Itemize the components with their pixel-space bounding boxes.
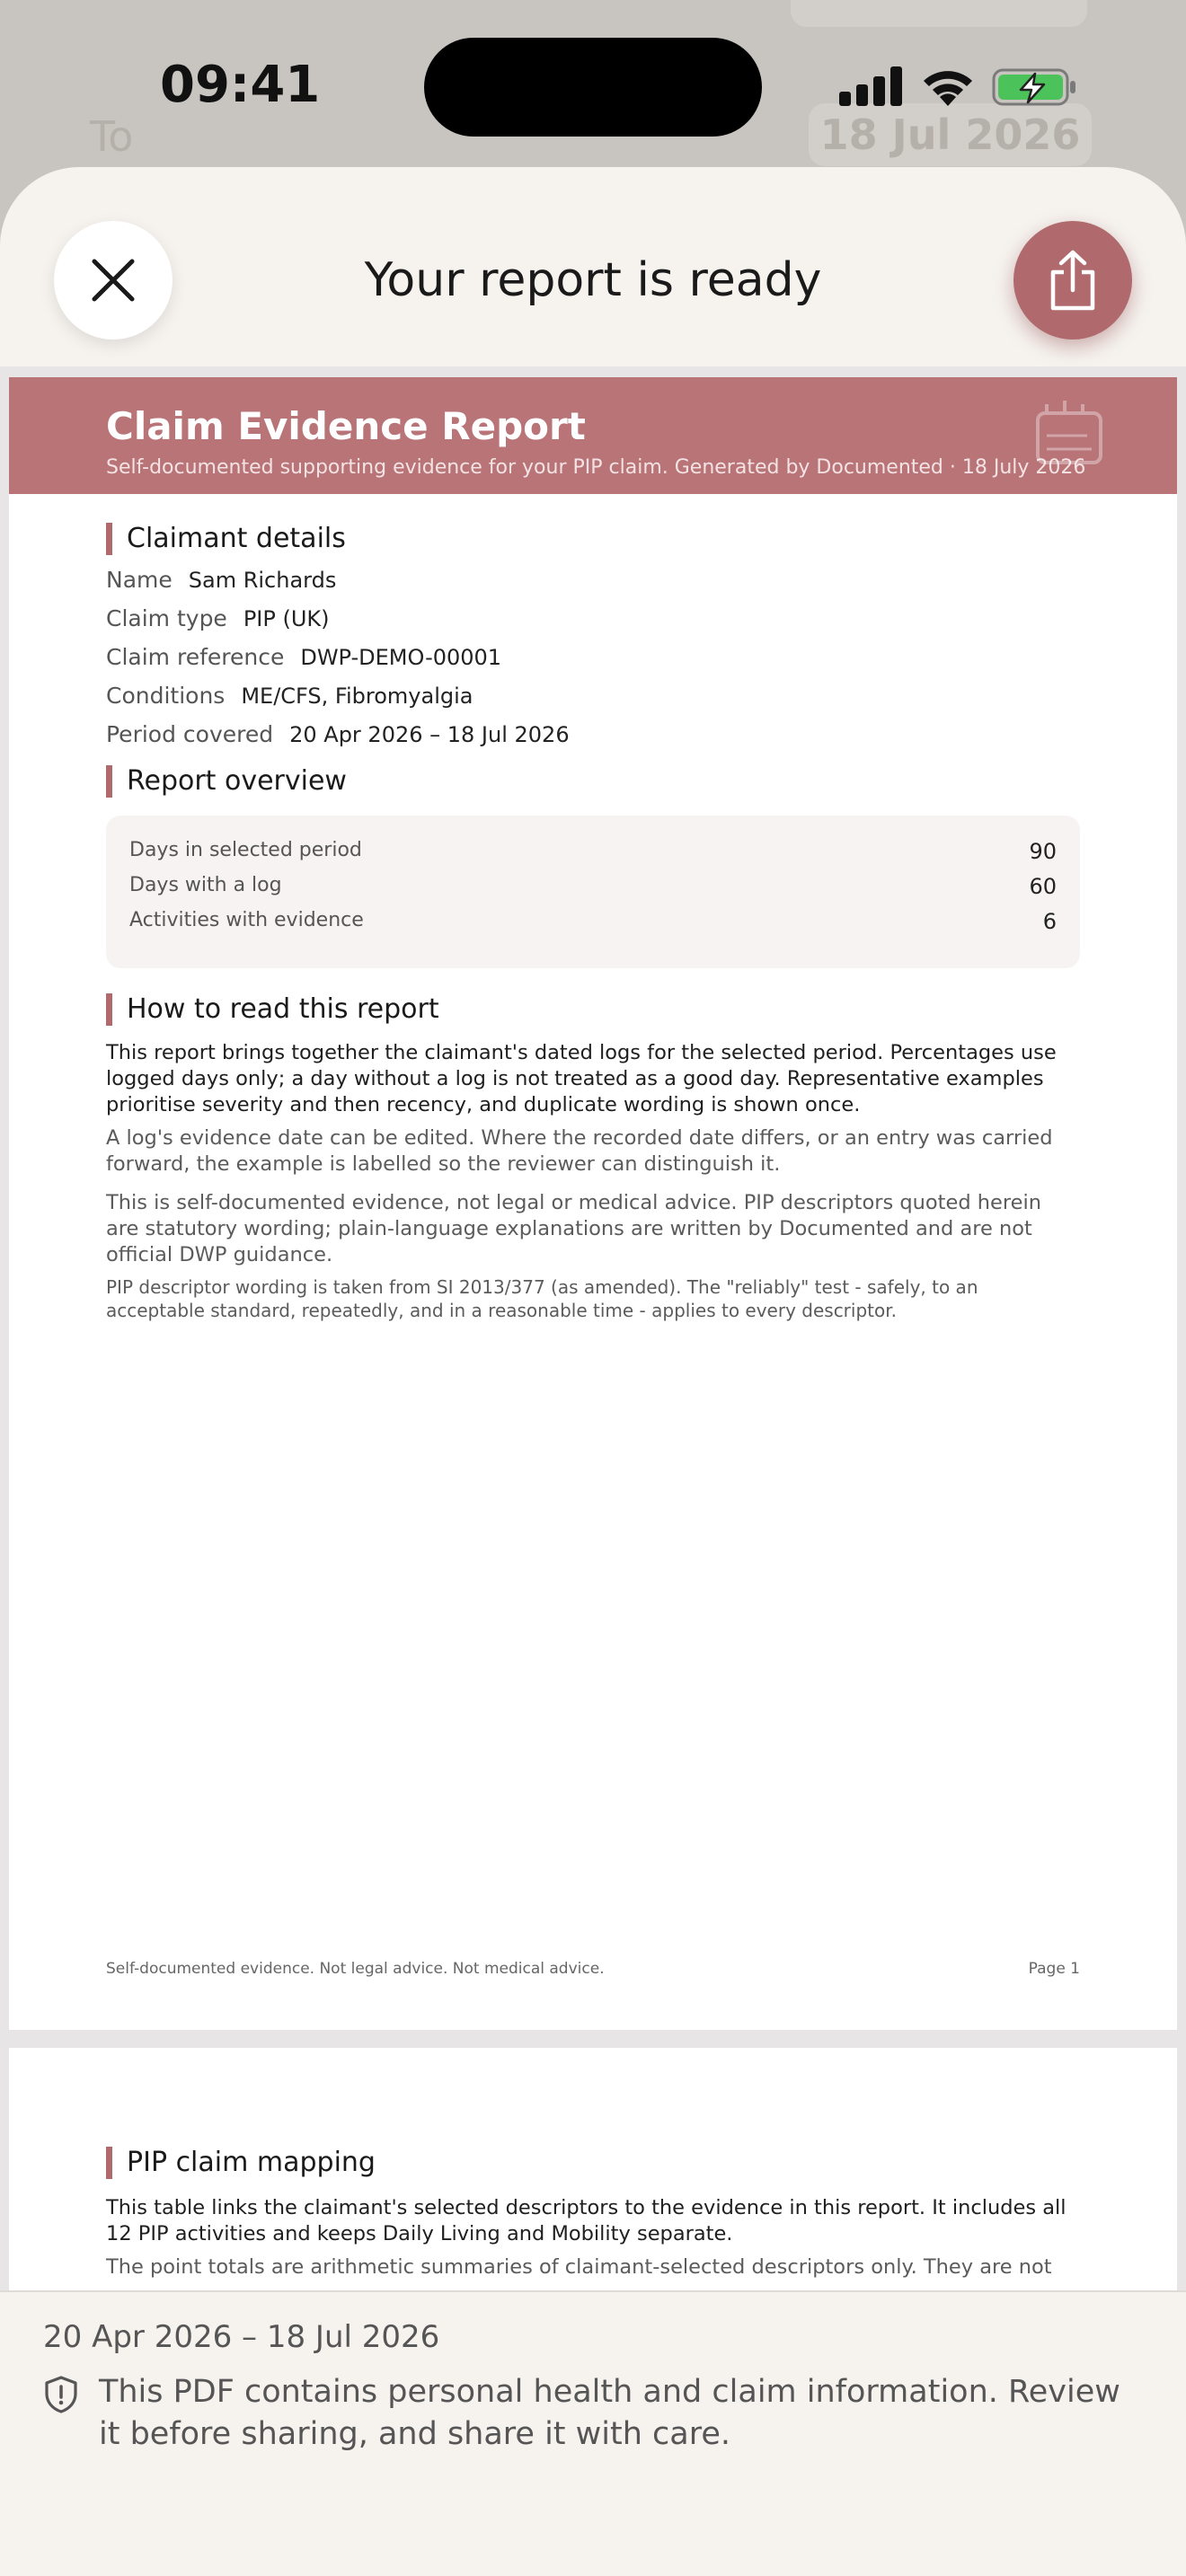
claimant-section: [106, 523, 570, 755]
brand-mark-icon: [1020, 386, 1119, 485]
shield-alert-icon: [43, 2375, 79, 2414]
claimant-row: Period covered 20 Apr 2026 – 18 Jul 2026: [106, 721, 570, 747]
claimant-row: Claim reference DWP-DEMO-00001: [106, 644, 502, 670]
claimant-row: Name Sam Richards: [106, 567, 337, 593]
report-banner: [9, 377, 1177, 494]
report-title: Claim Evidence Report: [106, 404, 586, 448]
share-button[interactable]: [1013, 221, 1132, 340]
disclaimer-paragraph: This is self-documented evidence, not legal or medical advice. PIP descriptors quoted herein are statutory wording; plain-language explanations are written by Documented and are not official DWP guidance.: [106, 1191, 1041, 1266]
how-to-read-section: [106, 993, 1080, 1322]
report-subtitle: Self-documented supporting evidence for your PIP claim. Generated by Documented · 18 July 2026: [106, 456, 1086, 479]
dynamic-island: [424, 38, 762, 137]
pdf-page-1: [9, 377, 1177, 2030]
wifi-icon: [920, 65, 976, 108]
overview-section: [106, 765, 347, 798]
battery-charging-icon: [992, 66, 1078, 108]
status-bar: [0, 0, 1186, 171]
how-to-read-heading: How to read this report: [106, 993, 1080, 1026]
claimant-heading: Claimant details: [106, 523, 570, 555]
pdf-preview[interactable]: [0, 366, 1186, 2459]
cellular-signal-icon: [839, 66, 902, 106]
report-info-panel: [0, 2290, 1186, 2576]
claim-mapping-paragraph: This table links the claimant's selected descriptors to the evidence in this report. It includes all 12 PIP activities and keeps Daily Living and Mobility separate.: [106, 2196, 1067, 2245]
period-range: 20 Apr 2026 – 18 Jul 2026: [43, 2319, 440, 2355]
how-to-read-paragraph: This report brings together the claimant's dated logs for the selected period. Percentages use logged days only; a day without a log is not treated as a good day. Representative examples prioritise severity and then recency, and duplicate wording is shown once.: [106, 1041, 1057, 1116]
evidence-date-paragraph: A log's evidence date can be edited. Where the recorded date differs, or an entry was carried forward, the example is labelled so the reviewer can distinguish it.: [106, 1126, 1053, 1176]
page-footer-disclaimer: Self-documented evidence. Not legal advice. Not medical advice.: [106, 1960, 605, 1978]
status-time: 09:41: [160, 56, 321, 114]
overview-card: [106, 816, 1080, 968]
share-icon: [1046, 249, 1100, 312]
descriptor-source-paragraph: PIP descriptor wording is taken from SI 2013/377 (as amended). The "reliably" test - safely, to an acceptable standard, repeatedly, and in a reasonable time - applies to every descriptor.: [106, 1276, 978, 1321]
claim-mapping-heading: PIP claim mapping: [106, 2147, 1080, 2179]
background-to-label: To: [90, 112, 134, 161]
overview-row: Days with a log 60: [129, 874, 1057, 899]
overview-row: Days in selected period 90: [129, 839, 1057, 864]
claimant-row: Conditions ME/CFS, Fibromyalgia: [106, 683, 474, 709]
report-sheet: [0, 167, 1186, 2576]
background-date-field: 18 Jul 2026: [809, 103, 1092, 166]
sheet-title: Your report is ready: [364, 253, 822, 307]
point-totals-paragraph: The point totals are arithmetic summaries of claimant-selected descriptors only. They are not: [106, 2255, 1052, 2279]
overview-row: Activities with evidence 6: [129, 909, 1057, 934]
overview-heading: Report overview: [106, 765, 347, 798]
page-number: Page 1: [1028, 1960, 1080, 1978]
claim-mapping-section: [106, 2147, 1080, 2280]
claimant-row: Claim type PIP (UK): [106, 605, 330, 631]
sheet-header: [0, 167, 1186, 366]
privacy-notice: This PDF contains personal health and claim information. Review it before sharing, and share it with care.: [99, 2374, 1120, 2452]
